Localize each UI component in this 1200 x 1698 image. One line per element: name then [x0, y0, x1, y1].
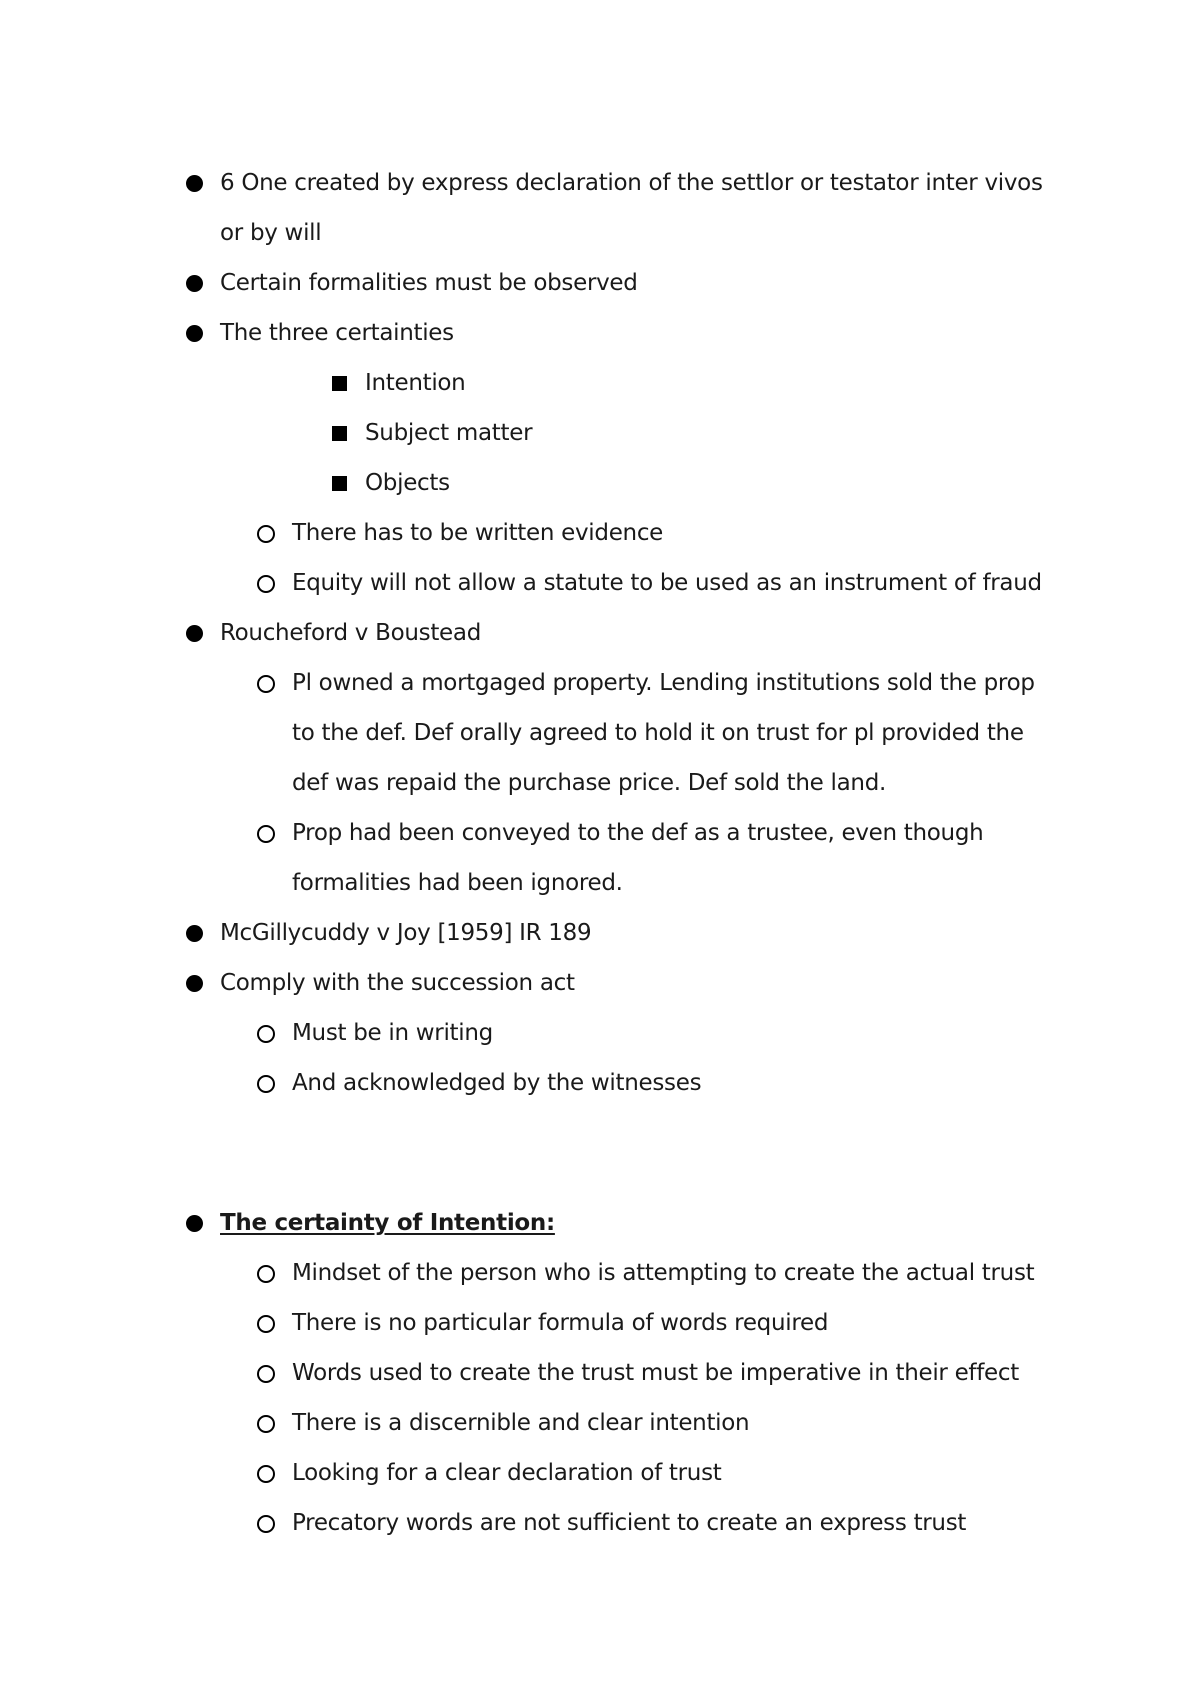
- list-item-text: And acknowledged by the witnesses: [292, 1070, 702, 1096]
- list-item: [0, 1348, 1200, 1398]
- filled-circle-bullet-icon: [186, 625, 203, 642]
- list-item: [0, 1398, 1200, 1448]
- hollow-circle-bullet-icon: [257, 1075, 275, 1093]
- list-item-text: The three certainties: [220, 320, 454, 346]
- list-item: [0, 908, 1200, 958]
- list-item-text: Equity will not allow a statute to be used as an instrument of fraud: [292, 570, 1042, 596]
- list-item-continuation: [0, 858, 1200, 908]
- filled-circle-bullet-icon: [186, 275, 203, 292]
- hollow-circle-bullet-icon: [257, 525, 275, 543]
- hollow-circle-bullet-icon: [257, 675, 275, 693]
- list-item: [0, 958, 1200, 1008]
- list-item-text: def was repaid the purchase price. Def sold the land.: [292, 770, 887, 796]
- filled-circle-bullet-icon: [186, 925, 203, 942]
- square-bullet-icon: [332, 426, 347, 441]
- list-item-text: There has to be written evidence: [292, 520, 664, 546]
- hollow-circle-bullet-icon: [257, 1025, 275, 1043]
- list-item: [0, 408, 1200, 458]
- list-item: [0, 308, 1200, 358]
- list-item: [0, 508, 1200, 558]
- list-item-text: Words used to create the trust must be imperative in their effect: [292, 1360, 1019, 1386]
- list-item-text: There is no particular formula of words required: [292, 1310, 829, 1336]
- list-item-text: formalities had been ignored.: [292, 870, 623, 896]
- list-item: [0, 158, 1200, 208]
- list-item: [0, 608, 1200, 658]
- list-item: [0, 1448, 1200, 1498]
- hollow-circle-bullet-icon: [257, 1465, 275, 1483]
- list-item: [0, 1298, 1200, 1348]
- list-item: [0, 1248, 1200, 1298]
- hollow-circle-bullet-icon: [257, 1415, 275, 1433]
- list-item-continuation: [0, 708, 1200, 758]
- list-item-continuation: [0, 758, 1200, 808]
- square-bullet-icon: [332, 476, 347, 491]
- list-item-text: Precatory words are not sufficient to create an express trust: [292, 1510, 967, 1536]
- list-item-text: Must be in writing: [292, 1020, 493, 1046]
- hollow-circle-bullet-icon: [257, 1515, 275, 1533]
- hollow-circle-bullet-icon: [257, 1315, 275, 1333]
- list-item: [0, 458, 1200, 508]
- list-item: [0, 258, 1200, 308]
- list-item-text: Pl owned a mortgaged property. Lending institutions sold the prop: [292, 670, 1035, 696]
- hollow-circle-bullet-icon: [257, 825, 275, 843]
- list-item-text: Intention: [365, 370, 466, 396]
- list-item: [0, 1498, 1200, 1548]
- section-heading: The certainty of Intention:: [220, 1210, 555, 1236]
- list-item: [0, 1058, 1200, 1108]
- list-item-text: Objects: [365, 470, 450, 496]
- list-item-text: McGillycuddy v Joy [1959] IR 189: [220, 920, 592, 946]
- square-bullet-icon: [332, 376, 347, 391]
- bullet-list: [0, 158, 1200, 1548]
- filled-circle-bullet-icon: [186, 1215, 203, 1232]
- list-item-text: Mindset of the person who is attempting to create the actual trust: [292, 1260, 1035, 1286]
- list-item: [0, 808, 1200, 858]
- filled-circle-bullet-icon: [186, 325, 203, 342]
- list-item-text: Roucheford v Boustead: [220, 620, 481, 646]
- list-item-continuation: [0, 208, 1200, 258]
- list-item: [0, 658, 1200, 708]
- filled-circle-bullet-icon: [186, 175, 203, 192]
- list-item-text: Subject matter: [365, 420, 533, 446]
- section-spacer: [0, 1108, 1200, 1198]
- list-item: [0, 358, 1200, 408]
- list-item: [0, 1008, 1200, 1058]
- list-item-text: There is a discernible and clear intention: [292, 1410, 750, 1436]
- list-item-text: to the def. Def orally agreed to hold it on trust for pl provided the: [292, 720, 1024, 746]
- hollow-circle-bullet-icon: [257, 575, 275, 593]
- list-item-text: or by will: [220, 220, 322, 246]
- list-item-text: 6 One created by express declaration of the settlor or testator inter vivos: [220, 170, 1043, 196]
- hollow-circle-bullet-icon: [257, 1265, 275, 1283]
- list-item-text: Prop had been conveyed to the def as a trustee, even though: [292, 820, 984, 846]
- list-item-text: Certain formalities must be observed: [220, 270, 638, 296]
- list-item: [0, 1198, 1200, 1248]
- hollow-circle-bullet-icon: [257, 1365, 275, 1383]
- list-item: [0, 558, 1200, 608]
- list-item-text: Comply with the succession act: [220, 970, 575, 996]
- filled-circle-bullet-icon: [186, 975, 203, 992]
- list-item-text: Looking for a clear declaration of trust: [292, 1460, 722, 1486]
